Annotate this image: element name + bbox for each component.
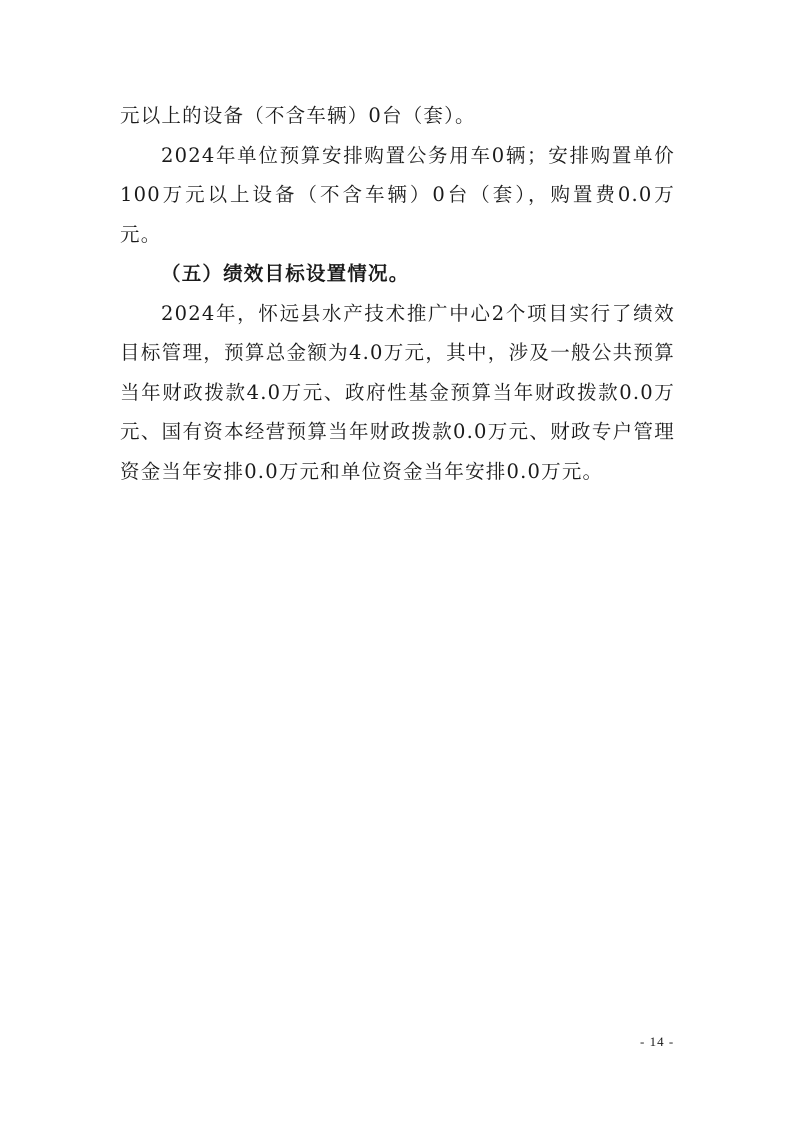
document-body bbox=[120, 96, 675, 491]
paragraph-equipment-continuation: 元以上的设备（不含车辆）0台（套）。 bbox=[120, 104, 476, 127]
page-number: - 14 - bbox=[640, 1034, 675, 1049]
section-heading-performance-targets: （五）绩效目标设置情况。 bbox=[161, 262, 410, 285]
paragraph-vehicle-purchase: 2024年单位预算安排购置公务用车0辆；安排购置单价100万元以上设备（不含车辆）0台（套），购置费0.0万元。 bbox=[120, 143, 675, 246]
paragraph-performance-targets: 2024年，怀远县水产技术推广中心2个项目实行了绩效目标管理，预算总金额为4.0万元，其中，涉及一般公共预算当年财政拨款4.0万元、政府性基金预算当年财政拨款0.0万元、国有资本经营预算当年财政拨款0.0万元、财政专户管理资金当年安排0.0万元和单位资金当年安排0.0万元。 bbox=[120, 301, 675, 483]
